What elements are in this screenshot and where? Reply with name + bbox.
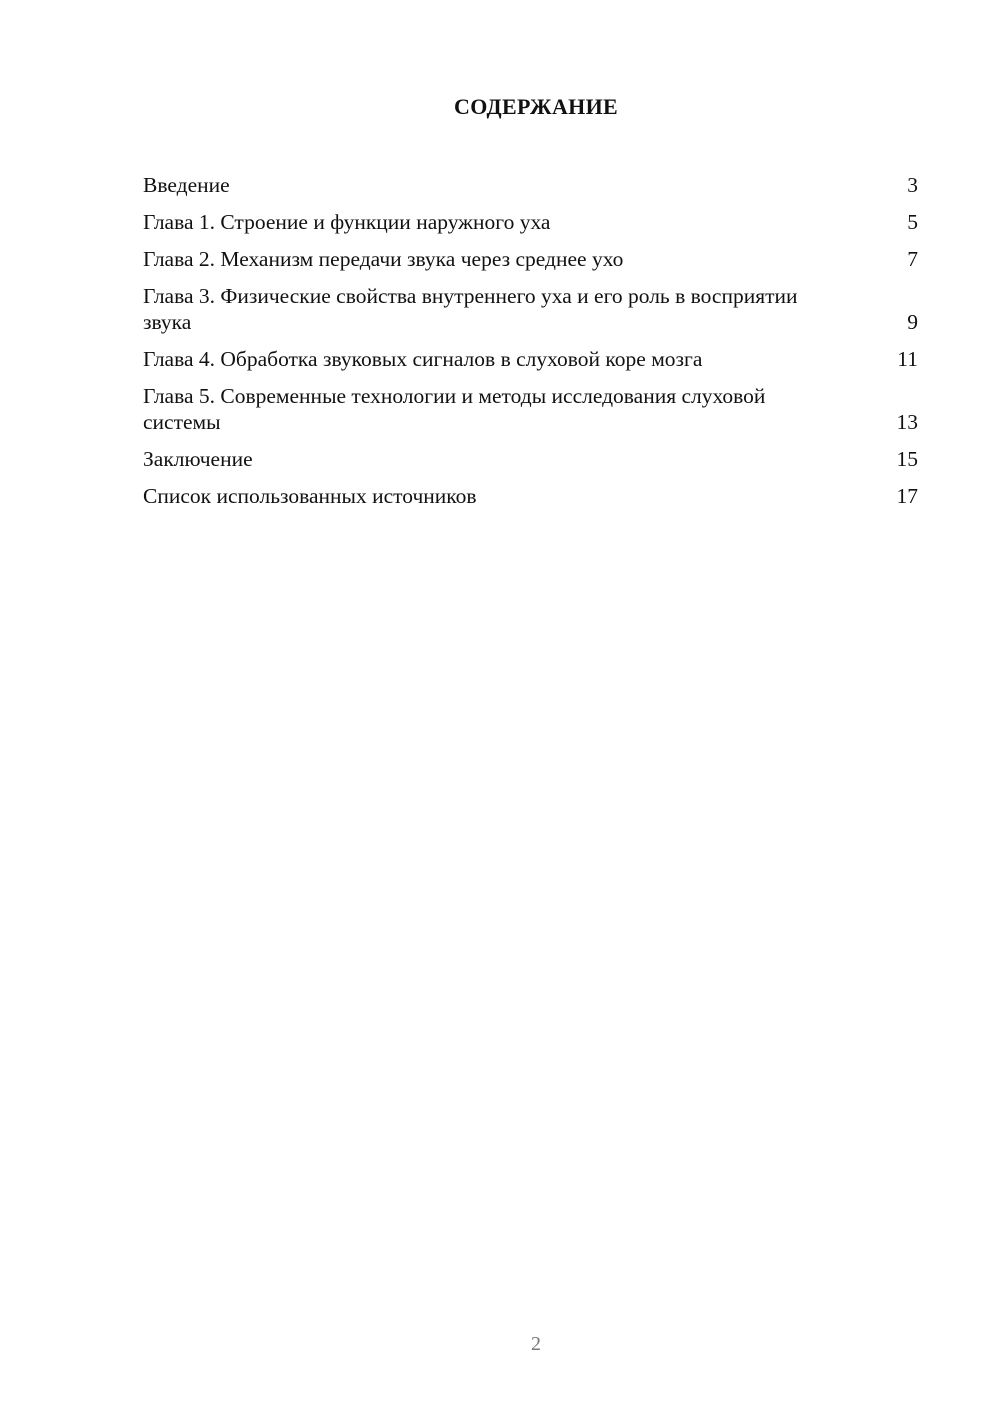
toc-entry-title: Глава 4. Обработка звуковых сигналов в слуховой коре мозга — [143, 347, 703, 371]
toc-entry-page: 3 — [907, 173, 918, 197]
toc-entry-title: Глава 3. Физические свойства внутреннего уха и его роль в восприятии звука — [143, 284, 798, 334]
page-title: СОДЕРЖАНИЕ — [454, 94, 618, 119]
toc-entry-conclusion — [143, 446, 918, 472]
toc-entry-page: 11 — [897, 347, 918, 371]
toc-entry-chapter-3 — [143, 283, 918, 335]
toc-entry-chapter-5 — [143, 383, 918, 435]
toc-entry-page: 15 — [896, 447, 918, 471]
toc-entry-page: 13 — [896, 410, 918, 434]
page-number: 2 — [531, 1333, 541, 1355]
toc-entry-page: 9 — [907, 310, 918, 334]
toc-entry-chapter-1 — [143, 209, 918, 235]
toc-entry-title: Список использованных источников — [143, 484, 477, 508]
toc-entry-references — [143, 483, 918, 509]
table-of-contents — [143, 172, 918, 520]
toc-entry-chapter-4 — [143, 346, 918, 372]
toc-entry-title: Глава 5. Современные технологии и методы исследования слуховой системы — [143, 384, 766, 434]
toc-entry-title: Заключение — [143, 447, 253, 471]
toc-entry-title: Глава 1. Строение и функции наружного уха — [143, 210, 551, 234]
toc-entry-title: Глава 2. Механизм передачи звука через среднее ухо — [143, 247, 624, 271]
toc-entry-title: Введение — [143, 173, 230, 197]
toc-entry-page: 7 — [907, 247, 918, 271]
toc-entry-page: 17 — [896, 484, 918, 508]
toc-entry-page: 5 — [907, 210, 918, 234]
toc-entry-introduction — [143, 172, 918, 198]
toc-entry-chapter-2 — [143, 246, 918, 272]
